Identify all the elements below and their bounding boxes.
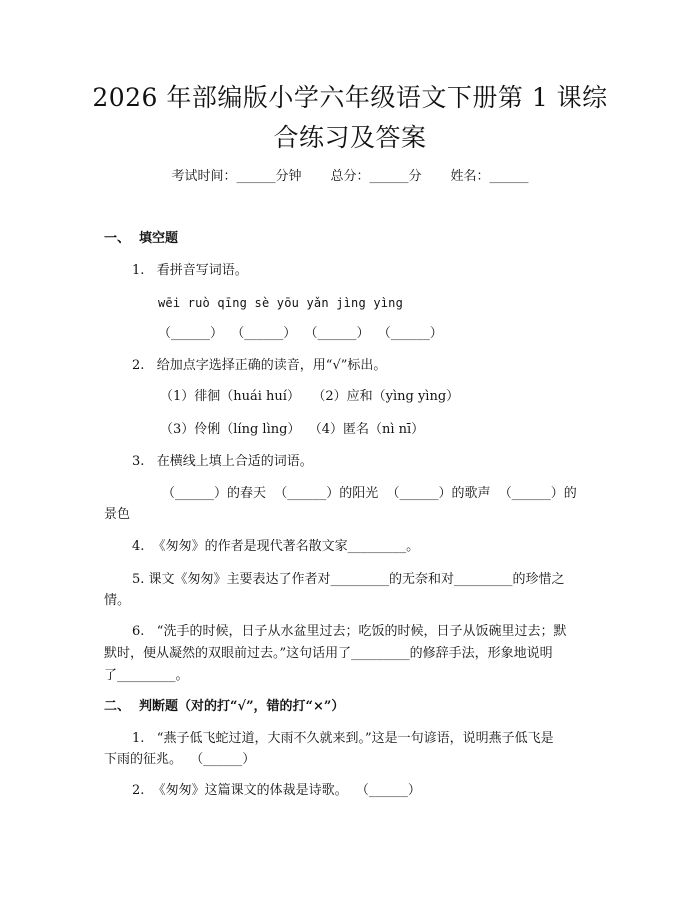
question-1-5-line-1: 5. 课文《匆匆》主要表达了作者对_________的无奈和对_________的珍惜之 <box>132 572 565 587</box>
reading-choice-row-1: （1）徘徊（huái huí） （2）应和（yìng yìng） <box>160 389 460 404</box>
pinyin-answer-blanks: （______） （______） （______） （______） <box>158 326 443 341</box>
title-line-1: 2026 年部编版小学六年级语文下册第 1 课综 <box>92 83 608 112</box>
exam-info <box>0 167 700 187</box>
student-name: 姓名：______ <box>450 169 529 184</box>
question-1-4: 4. 《匆匆》的作者是现代著名散文家_________。 <box>132 539 420 554</box>
question-2-1-line-2: 下雨的征兆。 （______） <box>104 752 256 767</box>
question-2-1-line-1: 1. “燕子低飞蛇过道，大雨不久就来到。”这是一句谚语，说明燕子低飞是 <box>132 731 554 746</box>
document-title <box>60 78 640 158</box>
question-1-3: 3. 在横线上填上合适的词语。 <box>132 454 313 469</box>
section-2-heading: 二、 判断题（对的打“√”，错的打“×”） <box>104 699 345 714</box>
question-1-6-line-1: 6. “洗手的时候，日子从水盆里过去；吃饭的时候，日子从饭碗里过去；默 <box>132 624 567 639</box>
question-1-1: 1. 看拼音写词语。 <box>132 263 248 278</box>
exam-time: 考试时间：______分钟 <box>171 169 302 184</box>
fill-words-line-1: （______）的春天 （______）的阳光 （______）的歌声 （______）的 <box>162 486 577 501</box>
question-1-6-line-2: 默时，便从凝然的双眼前过去。”这句话用了_________的修辞手法，形象地说明 <box>104 646 553 661</box>
fill-words-line-2: 景色 <box>104 507 131 522</box>
question-1-2: 2. 给加点字选择正确的读音，用“√”标出。 <box>132 358 387 373</box>
exam-score: 总分：______分 <box>330 169 422 184</box>
section-1-heading: 一、 填空题 <box>104 231 179 246</box>
question-2-2: 2. 《匆匆》这篇课文的体裁是诗歌。 （______） <box>132 783 421 798</box>
title-line-2: 合练习及答案 <box>273 123 427 152</box>
reading-choice-row-2: （3）伶俐（líng lìng） （4）匿名（nì nī） <box>160 422 425 437</box>
pinyin-prompt: wēi ruò qīng sè yōu yǎn jìng yìng <box>158 296 404 310</box>
question-1-5-line-2: 情。 <box>104 593 131 608</box>
question-1-6-line-3: 了_________。 <box>104 668 189 683</box>
